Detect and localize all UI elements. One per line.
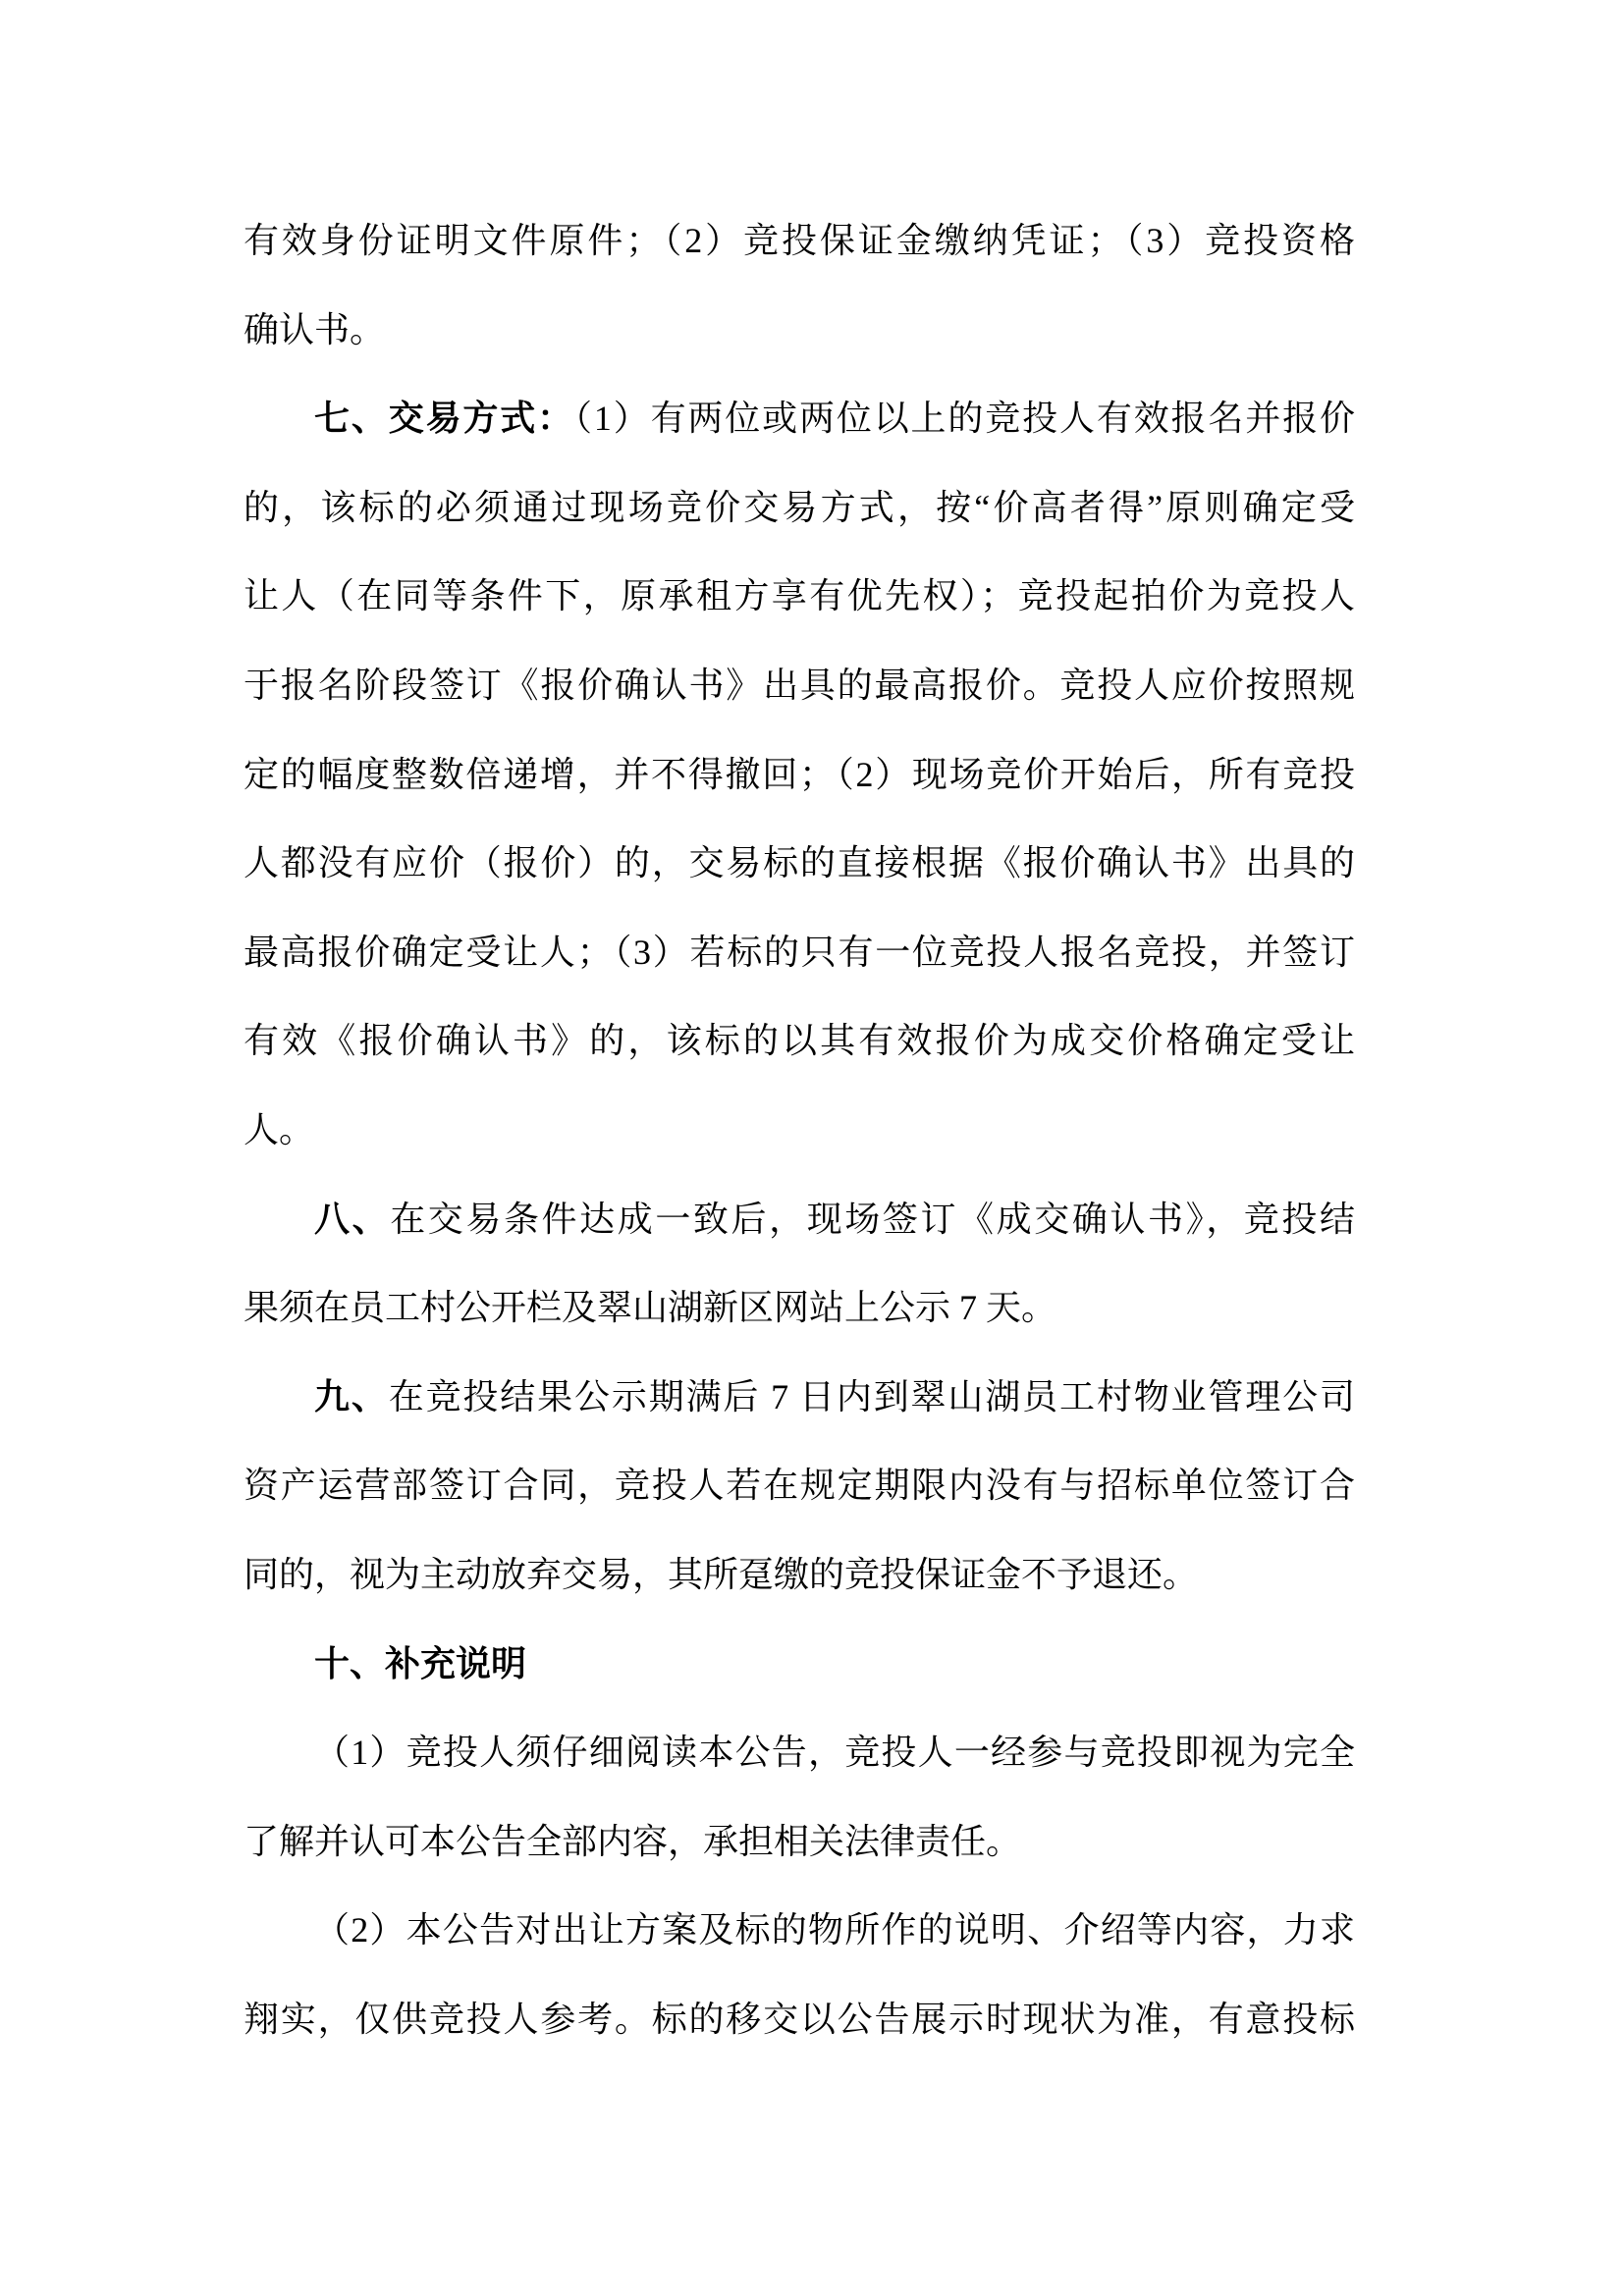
text-line [244,1175,1355,1264]
text-run: （1）竞投人须仔细阅读本公告，竞投人一经参与竞投即视为完全 [314,1733,1355,1773]
text-run-bold: 八、 [314,1199,391,1239]
text-run: 有效身份证明文件原件；（2）竞投保证金缴纳凭证；（3）竞投资格 [244,221,1355,260]
text-run-bold: 九、 [314,1376,389,1416]
text-run: 于报名阶段签订《报价确认书》出具的最高报价。竞投人应价按照规 [244,665,1355,705]
text-line [244,552,1355,641]
text-line [244,1620,1355,1709]
text-run: 确认书。 [244,309,386,349]
text-run: （2）本公告对出让方案及标的物所作的说明、介绍等内容，力求 [314,1910,1355,1950]
text-line [244,908,1355,997]
text-line [244,641,1355,730]
text-run: 在交易条件达成一致后，现场签订《成交确认书》，竞投结 [390,1199,1355,1239]
text-line [244,1086,1355,1175]
text-line [244,1886,1355,1975]
text-line [244,1708,1355,1797]
text-run: 在竞投结果公示期满后 7 日内到翠山湖员工村物业管理公司 [388,1376,1355,1416]
text-run: 定的幅度整数倍递增，并不得撤回；（2）现场竞价开始后，所有竞投 [244,754,1355,794]
text-line [244,286,1355,375]
text-run: 让人（在同等条件下，原承租方享有优先权）；竞投起拍价为竞投人 [244,576,1355,616]
text-line [244,1353,1355,1442]
text-line [244,1530,1355,1620]
text-line [244,996,1355,1086]
text-line [244,463,1355,553]
text-run: （1）有两位或两位以上的竞投人有效报名并报价 [574,399,1355,439]
text-run: 人都没有应价（报价）的，交易标的直接根据《报价确认书》出具的 [244,843,1355,883]
text-run-bold: 七、交易方式： [314,399,574,439]
text-run: 资产运营部签订合同，竞投人若在规定期限内没有与招标单位签订合 [244,1466,1355,1506]
text-line [244,1441,1355,1530]
text-run: 有效《报价确认书》的，该标的以其有效报价为成交价格确定受让 [244,1021,1355,1061]
text-run: 果须在员工村公开栏及翠山湖新区网站上公示 7 天。 [244,1288,1057,1328]
text-run: 最高报价确定受让人；（3）若标的只有一位竞投人报名竞投，并签订 [244,932,1355,972]
text-line [244,1263,1355,1353]
text-run: 翔实，仅供竞投人参考。标的移交以公告展示时现状为准，有意投标 [244,1999,1355,2039]
text-block [244,196,1355,2063]
text-line [244,819,1355,908]
text-run: 了解并认可本公告全部内容，承担相关法律责任。 [244,1821,1022,1861]
text-run: 同的，视为主动放弃交易，其所趸缴的竞投保证金不予退还。 [244,1554,1199,1594]
text-run-bold: 十、补充说明 [314,1643,527,1683]
text-line [244,196,1355,286]
text-line [244,1797,1355,1887]
text-run: 的，该标的必须通过现场竞价交易方式，按“价高者得”原则确定受 [244,487,1355,527]
text-line [244,1975,1355,2064]
text-run: 人。 [244,1109,315,1149]
text-line [244,730,1355,820]
text-line [244,374,1355,463]
